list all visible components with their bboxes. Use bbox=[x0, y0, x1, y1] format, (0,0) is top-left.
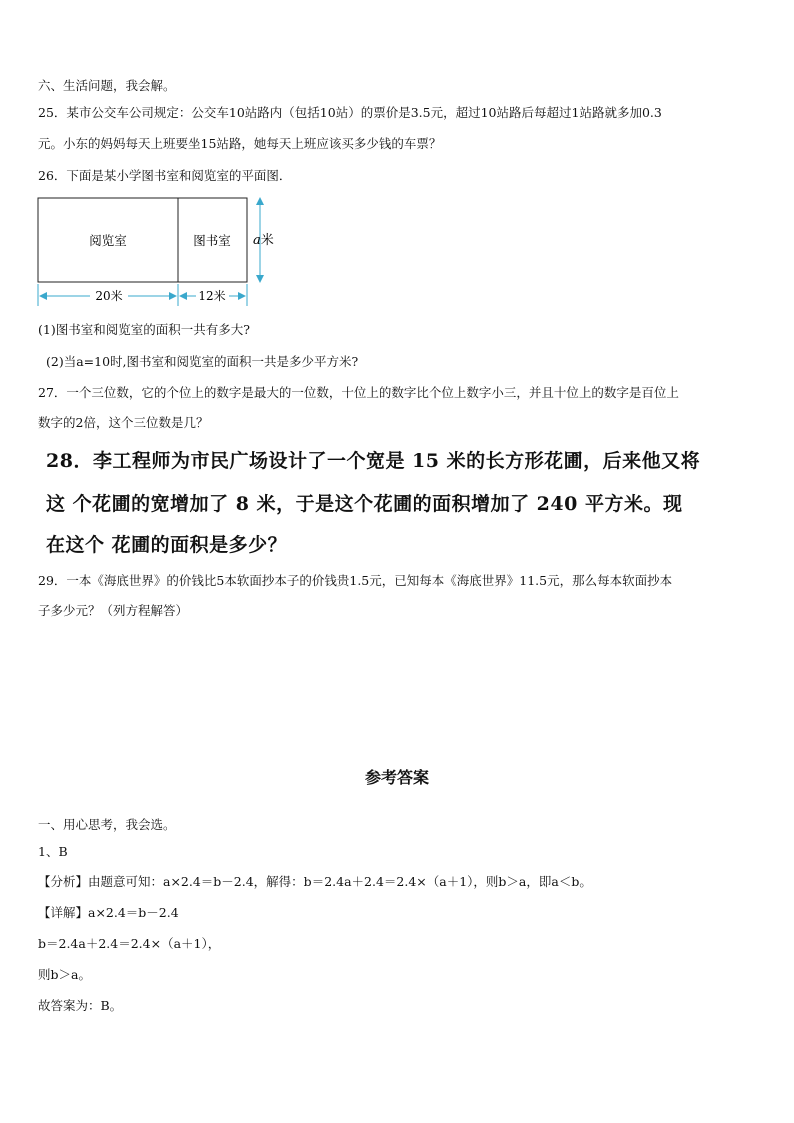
question-29-line-1: 29．一本《海底世界》的价钱比5本软面抄本子的价钱贵1.5元，已知每本《海底世界》11.5元，那么每本软面抄本 bbox=[38, 573, 673, 588]
question-27-line-1: 27．一个三位数，它的个位上的数字是最大的一位数，十位上的数字比个位上数字小三，并且十位上的数字是百位上 bbox=[38, 385, 679, 400]
height-unit: 米 bbox=[260, 233, 274, 248]
answer-1-detail-2: b＝2.4a＋2.4＝2.4×（a＋1）， bbox=[38, 936, 221, 951]
floor-plan-diagram bbox=[30, 192, 290, 312]
height-arrow-top bbox=[256, 197, 264, 205]
library-room-label: 图书室 bbox=[193, 233, 231, 248]
question-28-line-1: 28．李工程师为市民广场设计了一个宽是 15 米的长方形花圃，后来他又将 bbox=[46, 450, 701, 472]
height-arrow-bottom bbox=[256, 275, 264, 283]
answers-title: 参考答案 bbox=[364, 768, 429, 787]
question-25-line-2: 元。小东的妈妈每天上班要坐15站路，她每天上班应该买多少钱的车票？ bbox=[38, 136, 442, 151]
answer-1-analysis: 【分析】由题意可知：a×2.4＝b－2.4，解得：b＝2.4a＋2.4＝2.4×（a＋1），则b＞a，即a＜b。 bbox=[38, 874, 592, 889]
width-right-arrow-l bbox=[179, 292, 187, 300]
question-26-part-1: (1)图书室和阅览室的面积一共有多大? bbox=[38, 322, 250, 337]
answer-1-detail-3: 则b＞a。 bbox=[38, 967, 91, 982]
width-right-label: 12米 bbox=[198, 289, 226, 303]
question-27-line-2: 数字的2倍，这个三位数是几？ bbox=[38, 415, 209, 430]
width-left-arrow-r bbox=[169, 292, 177, 300]
height-variable: a bbox=[253, 233, 261, 248]
width-left-label: 20米 bbox=[95, 289, 123, 303]
answer-1-detail-1: 【详解】a×2.4＝b－2.4 bbox=[38, 905, 179, 920]
answer-1-detail-4: 故答案为：B。 bbox=[38, 998, 123, 1013]
question-25-line-1: 25．某市公交车公司规定：公交车10站路内（包括10站）的票价是3.5元，超过10站路后每超过1站路就多加0.3 bbox=[38, 105, 662, 120]
question-29-line-2: 子多少元？（列方程解答） bbox=[38, 603, 189, 618]
answer-1: 1、B bbox=[38, 844, 68, 859]
reading-room-label: 阅览室 bbox=[89, 233, 127, 248]
width-right-arrow-r bbox=[238, 292, 246, 300]
question-28-line-3: 在这个 花圃的面积是多少？ bbox=[46, 534, 288, 556]
width-left-arrow-l bbox=[39, 292, 47, 300]
question-26-part-2: (2)当a=10时,图书室和阅览室的面积一共是多少平方米? bbox=[46, 354, 359, 369]
section-6-heading: 六、生活问题，我会解。 bbox=[38, 78, 176, 93]
question-28-line-2: 这 个花圃的宽增加了 8 米，于是这个花圃的面积增加了 240 平方米。现 bbox=[46, 493, 683, 515]
height-label bbox=[253, 232, 274, 248]
question-26-intro: 26．下面是某小学图书室和阅览室的平面图． bbox=[38, 168, 292, 183]
answers-section-1-heading: 一、用心思考，我会选。 bbox=[38, 817, 176, 832]
